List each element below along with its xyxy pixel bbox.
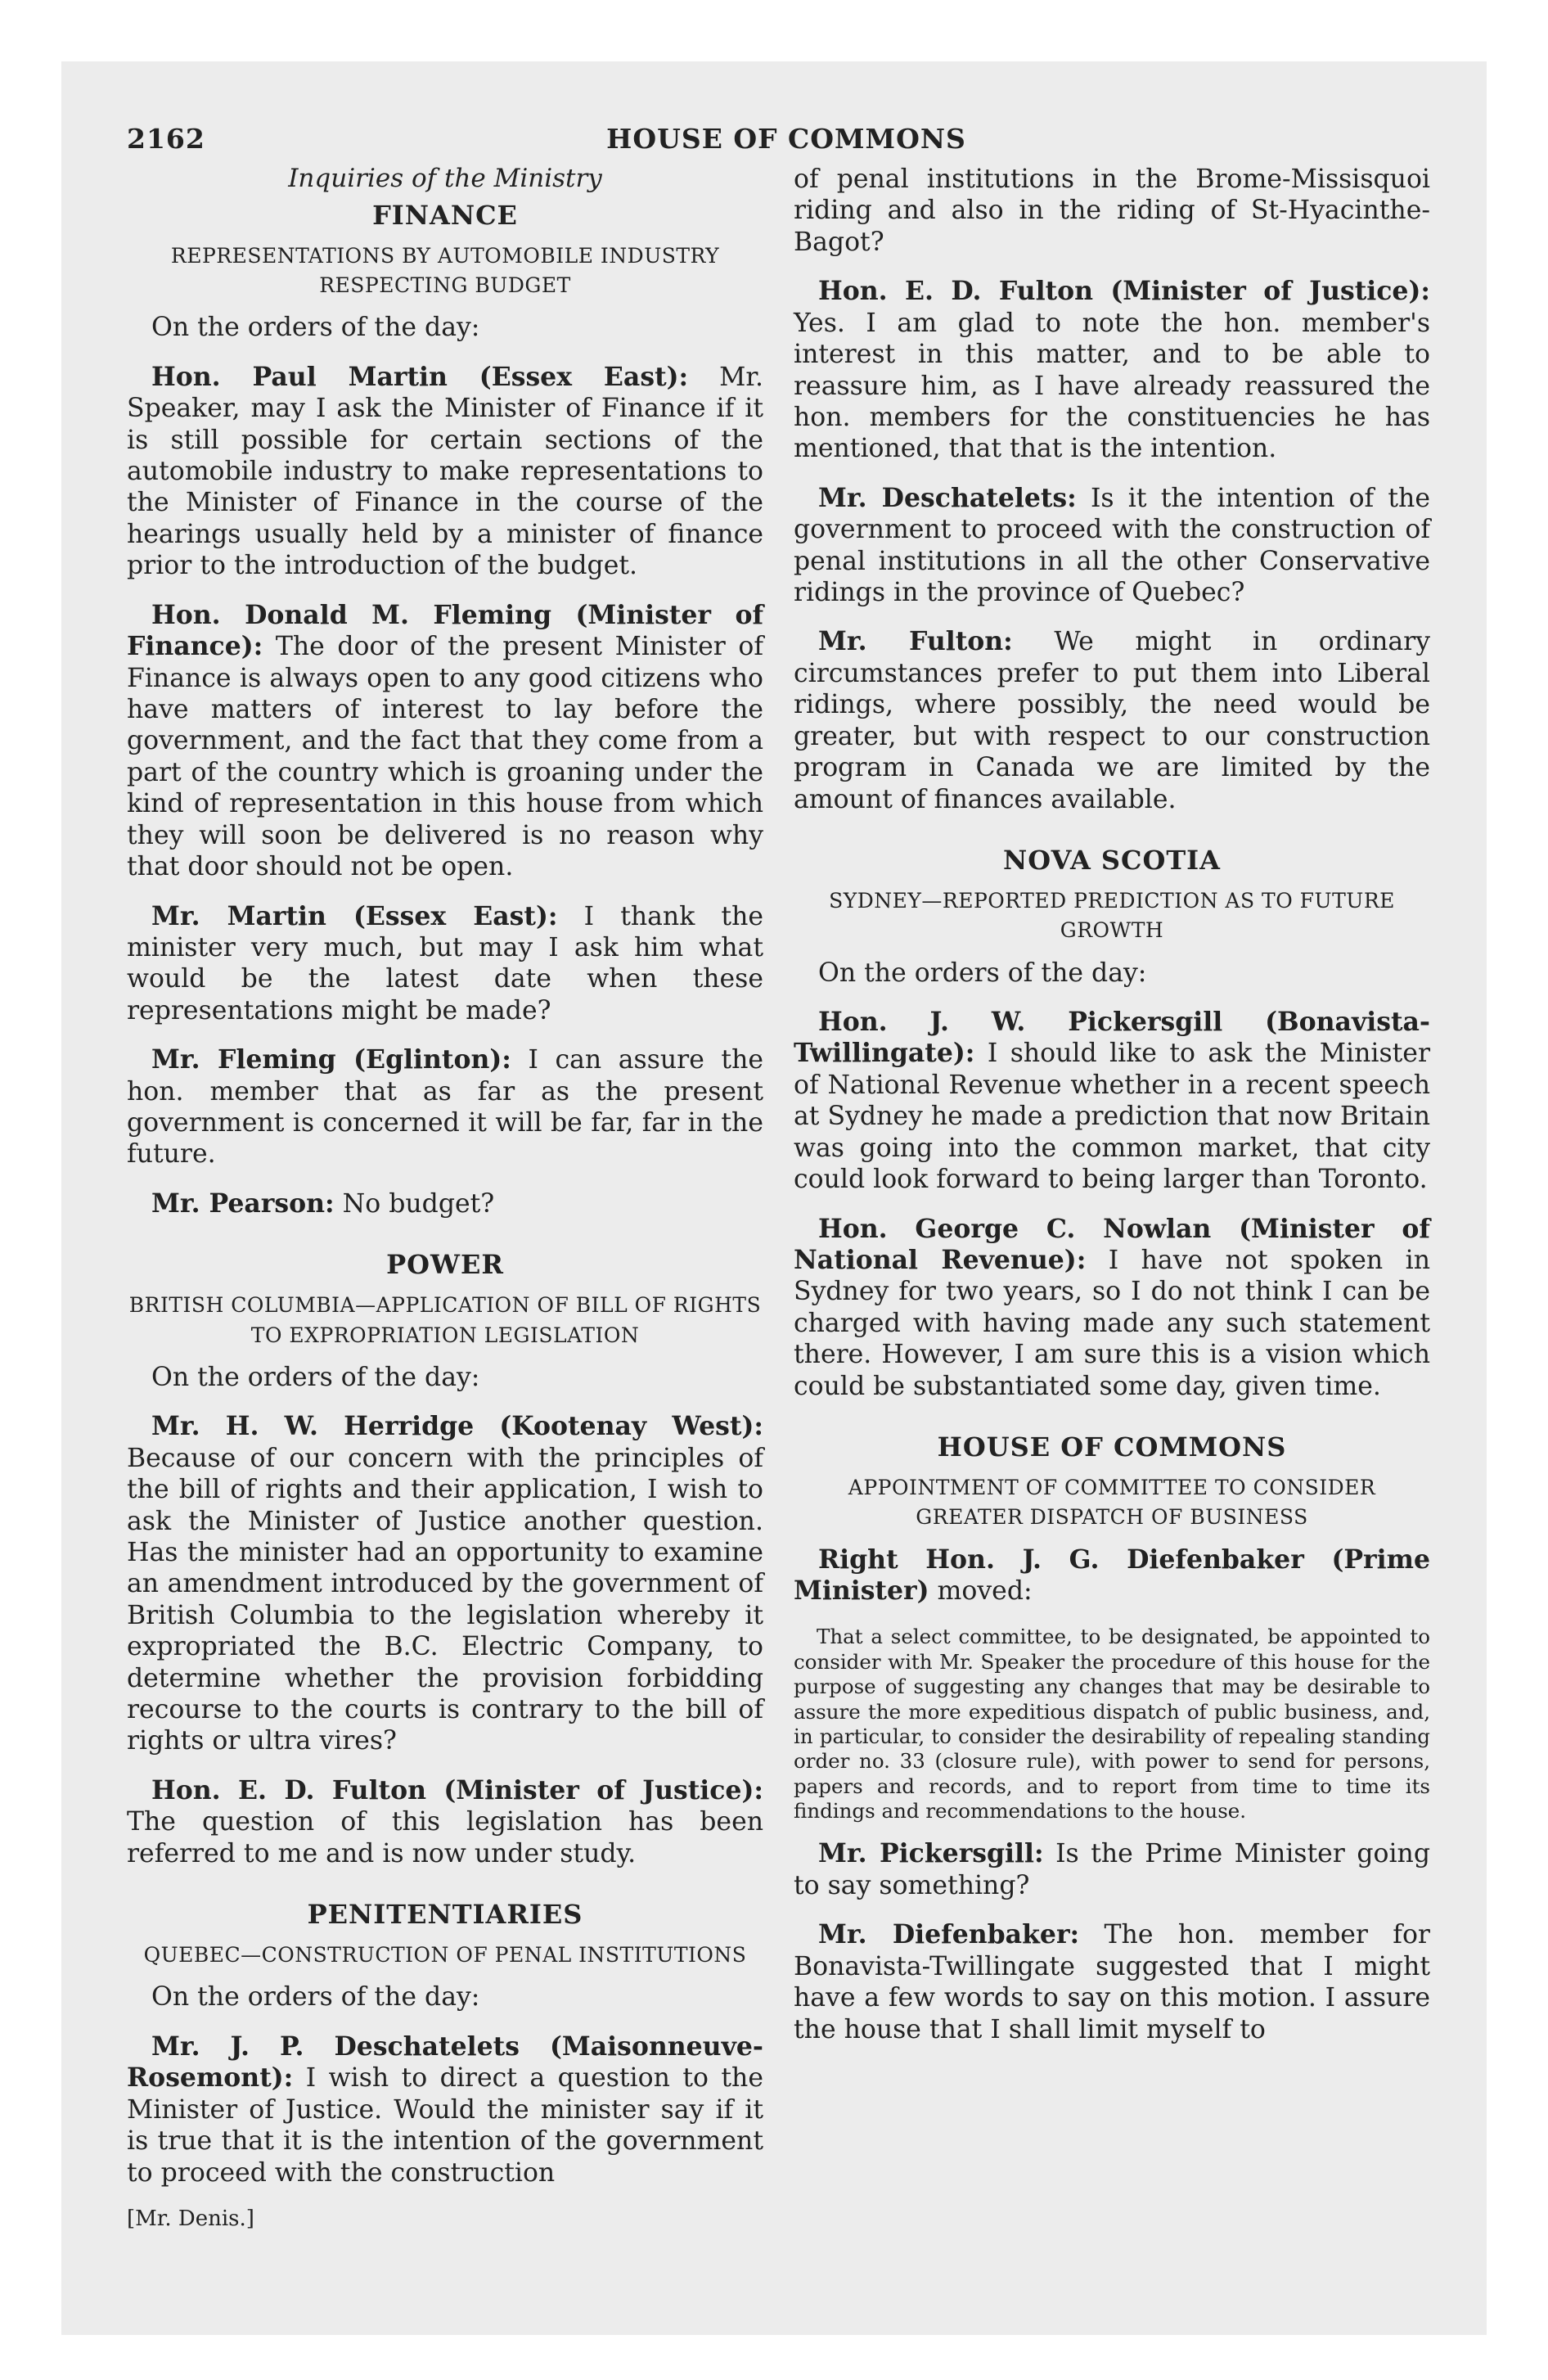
speech-text: No budget? — [334, 1188, 495, 1219]
speaker-name: Hon. J. W. Pickersgill (Bonavista-Twillingate): — [794, 1006, 1430, 1069]
paragraph — [794, 276, 1430, 465]
orders-of-day: On the orders of the day: — [151, 1362, 480, 1392]
speech-text: Is the Prime Minister going to say something? — [794, 1839, 1430, 1900]
speaker-name: Hon. Paul Martin (Essex East): — [151, 361, 689, 392]
page-number: 2162 — [127, 123, 205, 155]
footnote: [Mr. Denis.] — [127, 2206, 254, 2231]
paragraph — [127, 362, 763, 582]
orders-of-day: On the orders of the day: — [151, 1982, 480, 2013]
left-column — [127, 164, 763, 2233]
speaker-name: Mr. Pearson: — [151, 1188, 335, 1219]
heading-nova-scotia: NOVA SCOTIA — [1003, 845, 1221, 877]
speech-text: I have not spoken in Sydney for two years, so I do not think I can be charged with having made any such statement there. However, I am sure this is a vision which could be substantiated some day, given time. — [794, 1245, 1430, 1401]
speaker-name: Mr. Diefenbaker: — [818, 1919, 1080, 1950]
paragraph — [127, 1411, 763, 1757]
speaker-name: Mr. Deschatelets: — [818, 482, 1077, 513]
page-header — [127, 123, 1446, 164]
running-head: HOUSE OF COMMONS — [606, 123, 966, 155]
subheading-house-of-commons: APPOINTMENT OF COMMITTEE TO CONSIDER GREATER DISPATCH OF BUSINESS — [848, 1476, 1376, 1530]
speech-text: Because of our concern with the principles of the bill of rights and their application, I wish to ask the Minister of Justice another question. Has the minister had an opportunity to examine an amendment introduced by the government of British Columbia to the legislation whereby it expropriated the B.C. Electric Company, to determine whether the provision forbidding recourse to the courts is contrary to the bill of rights or ultra vires? — [127, 1443, 763, 1756]
paragraph — [794, 1007, 1430, 1196]
speech-text: The hon. member for Bonavista-Twillingate suggested that I might have a few words to say on this motion. I assure the house that I shall limit myself to — [794, 1920, 1430, 2044]
speaker-name: Hon. E. D. Fulton (Minister of Justice): — [151, 1774, 763, 1805]
motion-quote: That a select committee, to be designated, be appointed to consider with Mr. Speaker the procedure of this house for the purpose of suggesting any changes that may be desirable to assure the more expeditious dispatch of public business, and, in particular, to consider the desirability of repealing standing order no. 33 (closure rule), with power to send for persons, papers and records, and to report from time to time its findings and recommendations to the house. — [794, 1625, 1430, 1823]
paragraph — [127, 901, 763, 1027]
paragraph — [127, 1775, 763, 1869]
heading-finance: FINANCE — [372, 199, 518, 231]
paragraph — [794, 1838, 1430, 1901]
speaker-name: Right Hon. J. G. Diefenbaker (Prime Minister) — [794, 1544, 1430, 1606]
subheading-power: BRITISH COLUMBIA—APPLICATION OF BILL OF RIGHTS TO EXPROPRIATION LEGISLATION — [128, 1293, 762, 1347]
speaker-name: Hon. Donald M. Fleming (Minister of Finance): — [127, 599, 763, 662]
paragraph — [794, 1214, 1430, 1403]
paragraph — [127, 600, 763, 883]
speaker-name: Mr. H. W. Herridge (Kootenay West): — [151, 1411, 763, 1442]
paragraph — [794, 1544, 1430, 1607]
speaker-name: Hon. E. D. Fulton (Minister of Justice): — [818, 276, 1430, 307]
right-column — [794, 164, 1430, 2063]
speech-text: We might in ordinary circumstances prefer to put them into Liberal ridings, where possibly, the need would be greater, but with respect to our construction program in Canada we are limited by the amount of finances available. — [794, 627, 1430, 814]
speech-text: The door of the present Minister of Finance is always open to any good citizens who have matters of interest to lay before the government, and the fact that they come from a part of the country which is groaning under the kind of representation in this house from which they will soon be delivered is no reason why that door should not be open. — [127, 632, 763, 882]
speech-text: I should like to ask the Minister of National Revenue whether in a recent speech at Sydney he made a prediction that now Britain was going into the common market, that city could look forward to being larger than Toronto. — [794, 1039, 1430, 1195]
speech-text: Is it the intention of the government to proceed with the construction of penal institutions in all the other Conservative ridings in the province of Quebec? — [794, 483, 1430, 608]
heading-house-of-commons: HOUSE OF COMMONS — [937, 1431, 1287, 1463]
speaker-name: Mr. Fleming (Eglinton): — [151, 1044, 511, 1075]
paragraph — [794, 1919, 1430, 2045]
speech-text: I wish to direct a question to the Minister of Justice. Would the minister say if it is true that it is the intention of the government to proceed with the construction — [127, 2063, 763, 2188]
paragraph — [127, 1188, 763, 1219]
subheading-nova-scotia: SYDNEY—REPORTED PREDICTION AS TO FUTURE GROWTH — [829, 889, 1395, 943]
section-inquiries: Inquiries of the Ministry — [288, 164, 602, 193]
speech-text: I can assure the hon. member that as far as the present government is concerned it will be far, far in the future. — [127, 1045, 764, 1170]
paragraph — [127, 2031, 763, 2188]
speech-text: I thank the minister very much, but may I ask him what would be the latest date when these representations might be made? — [127, 901, 763, 1025]
speaker-name: Mr. Fulton: — [818, 626, 1013, 657]
heading-penitentiaries: PENITENTIARIES — [307, 1899, 583, 1931]
speaker-name: Mr. J. P. Deschatelets (Maisonneuve-Rosemont): — [127, 2031, 763, 2094]
speaker-name: Mr. Pickersgill: — [818, 1838, 1044, 1869]
paragraph — [127, 1044, 763, 1170]
speech-text: Mr. Speaker, may I ask the Minister of Finance if it is still possible for certain sections of the automobile industry to make representations to the Minister of Finance in the course of the hearings usually held by a minister of finance prior to the introduction of the budget. — [127, 362, 763, 581]
paragraph — [794, 483, 1430, 609]
speech-text: moved: — [929, 1575, 1033, 1606]
heading-power: POWER — [386, 1249, 504, 1281]
speech-text: The question of this legislation has been referred to me and is now under study. — [127, 1807, 763, 1868]
speaker-name: Mr. Martin (Essex East): — [151, 900, 558, 931]
subheading-finance: REPRESENTATIONS BY AUTOMOBILE INDUSTRY RESPECTING BUDGET — [170, 243, 720, 298]
speech-text: Yes. I am glad to note the hon. member's interest in this matter, and to be able to reassure him, as I have already reassured the hon. members for the constituencies he has mentioned, that that is the intention. — [794, 308, 1430, 464]
paragraph-continuation: of penal institutions in the Brome-Missisquoi riding and also in the riding of St-Hyacinthe-Bagot? — [794, 165, 1430, 257]
subheading-penitentiaries: QUEBEC—CONSTRUCTION OF PENAL INSTITUTIONS — [143, 1943, 747, 1968]
orders-of-day: On the orders of the day: — [818, 958, 1147, 988]
speaker-name: Hon. George C. Nowlan (Minister of National Revenue): — [794, 1213, 1430, 1275]
orders-of-day: On the orders of the day: — [151, 313, 480, 343]
paragraph — [794, 626, 1430, 815]
